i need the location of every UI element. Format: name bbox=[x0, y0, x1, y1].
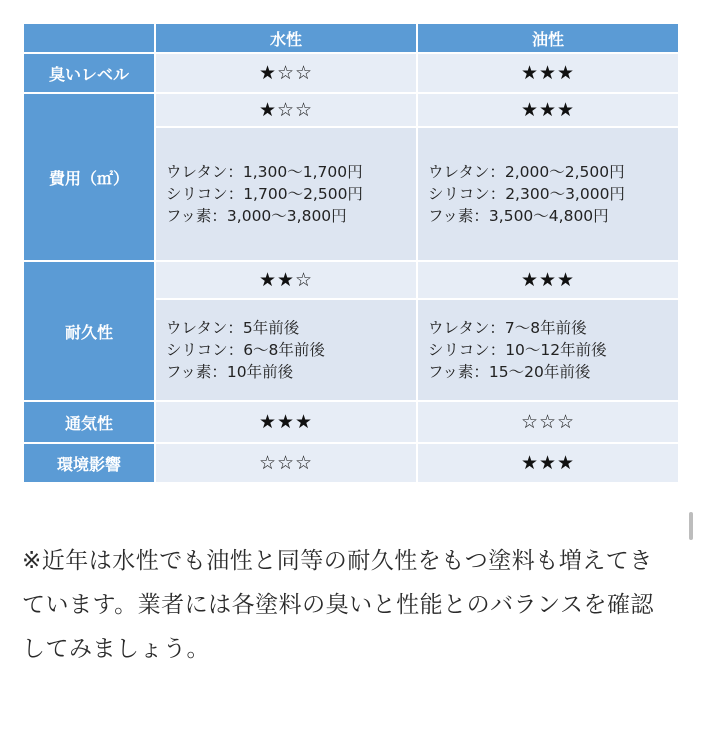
row-label-environment: 環境影響 bbox=[23, 443, 155, 483]
smell-water-rating: ★☆☆ bbox=[155, 53, 417, 93]
cost-oil-silicone: シリコン：2,300〜3,000円 bbox=[428, 185, 625, 203]
durability-water-rating: ★★☆ bbox=[155, 261, 417, 299]
row-label-cost: 費用（㎡） bbox=[23, 93, 155, 261]
durability-oil-silicone: シリコン：10〜12年前後 bbox=[428, 341, 607, 359]
table-header-row bbox=[23, 23, 679, 53]
cost-oil-detail bbox=[417, 127, 679, 261]
durability-water-detail bbox=[155, 299, 417, 401]
table-row-cost-rating bbox=[23, 93, 679, 127]
note-paragraph: ※近年は水性でも油性と同等の耐久性をもつ塗料も増えてきています。業者には各塗料の臭いと性能とのバランスを確認してみましょう。 bbox=[22, 548, 654, 662]
breathability-oil-rating: ☆☆☆ bbox=[417, 401, 679, 443]
durability-oil-detail bbox=[417, 299, 679, 401]
cost-water-rating: ★☆☆ bbox=[155, 93, 417, 127]
header-oil-based: 油性 bbox=[417, 23, 679, 53]
smell-oil-rating: ★★★ bbox=[417, 53, 679, 93]
comparison-table-container bbox=[22, 22, 678, 485]
cost-oil-fluorine: フッ素：3,500〜4,800円 bbox=[428, 207, 609, 225]
header-corner bbox=[23, 23, 155, 53]
paint-comparison-table bbox=[22, 22, 680, 484]
cost-water-fluorine: フッ素：3,000〜3,800円 bbox=[166, 207, 347, 225]
header-water-based: 水性 bbox=[155, 23, 417, 53]
table-row-breathability bbox=[23, 401, 679, 443]
cost-oil-rating: ★★★ bbox=[417, 93, 679, 127]
table-row-durability-rating bbox=[23, 261, 679, 299]
cost-oil-urethane: ウレタン：2,000〜2,500円 bbox=[428, 163, 625, 181]
durability-oil-rating: ★★★ bbox=[417, 261, 679, 299]
table-row-smell bbox=[23, 53, 679, 93]
breathability-water-rating: ★★★ bbox=[155, 401, 417, 443]
cost-water-urethane: ウレタン：1,300〜1,700円 bbox=[166, 163, 363, 181]
row-label-breathability: 通気性 bbox=[23, 401, 155, 443]
durability-water-silicone: シリコン：6〜8年前後 bbox=[166, 341, 325, 359]
cost-water-silicone: シリコン：1,700〜2,500円 bbox=[166, 185, 363, 203]
scroll-indicator[interactable] bbox=[689, 512, 693, 540]
durability-water-fluorine: フッ素：10年前後 bbox=[166, 363, 294, 381]
cost-water-detail bbox=[155, 127, 417, 261]
durability-oil-urethane: ウレタン：7〜8年前後 bbox=[428, 319, 587, 337]
row-label-durability: 耐久性 bbox=[23, 261, 155, 401]
durability-water-urethane: ウレタン：5年前後 bbox=[166, 319, 300, 337]
environment-oil-rating: ★★★ bbox=[417, 443, 679, 483]
environment-water-rating: ☆☆☆ bbox=[155, 443, 417, 483]
durability-oil-fluorine: フッ素：15〜20年前後 bbox=[428, 363, 591, 381]
row-label-smell: 臭いレベル bbox=[23, 53, 155, 93]
table-row-environment bbox=[23, 443, 679, 483]
